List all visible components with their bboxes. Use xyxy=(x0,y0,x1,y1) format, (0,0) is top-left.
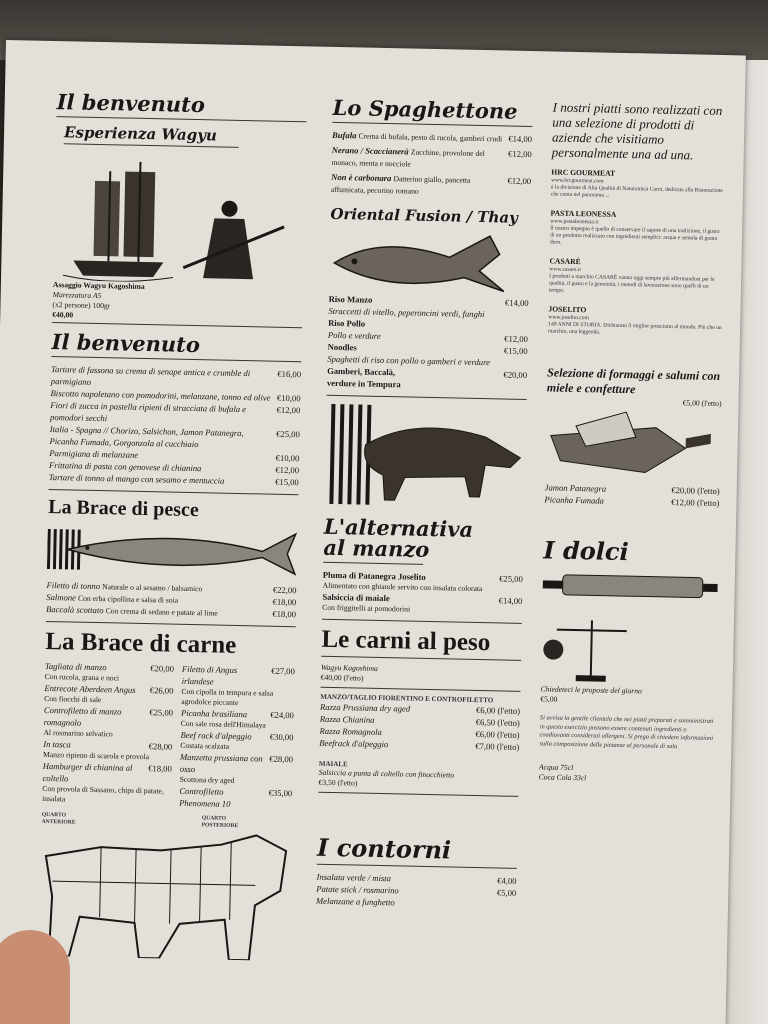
list-item: Patate stick / rosmarino €5,00 xyxy=(316,883,517,898)
list-item: Gamberi, Baccalà, €20,00 xyxy=(327,365,528,380)
list-item: Entrecote Aberdeen Angus €26,00 Con fiocchi di sale xyxy=(44,682,174,705)
suppliers-list xyxy=(548,167,726,339)
contorni-title: I contorni xyxy=(316,832,452,865)
list-item: Parmigiana di melanzane €10,00 xyxy=(49,447,300,464)
list-item: Pollo e verdure €12,00 xyxy=(327,329,528,344)
dolci-price: €5,00 xyxy=(540,694,558,704)
list-item: Biscotto napoletano con pomodorini, melanzane, tonno ed olive €10,00 xyxy=(50,388,301,404)
list-item: Straccetti di vitello, peperoncini verdi, funghi xyxy=(328,305,485,320)
list-item: Razza Prussiana dry aged €6,00 (l'etto) xyxy=(320,701,521,716)
wagyu-item-desc2: (x2 persone) 100gr xyxy=(52,300,111,311)
list-item: Hamburger di chianina al coltello €18,00 Con provola di Sassano, chips di patate, insalata xyxy=(42,760,172,804)
list-item: Frittatina di pasta con genovese di chianina €12,00 xyxy=(49,459,300,476)
list-item: Controfiletto Phenomena 10 €35,00 xyxy=(179,785,293,809)
list-item: Italia - Spagna // Chorizo, Salsichon, Jamon Patanegra, €25,00 xyxy=(49,424,300,440)
weight-title: Le carni al peso xyxy=(321,625,491,657)
alternativa-title-1: L'alternativa xyxy=(323,513,474,542)
list-item: Picanha brasiliana €24,00 Con sale rosa dell'Himalaya xyxy=(180,707,295,730)
list-item: Non è carbonara Datterino giallo, pancetta affumicata, pecorino romano €12,00 xyxy=(330,171,532,196)
cow-cuts-illustration xyxy=(39,826,292,961)
salumi-list xyxy=(544,481,719,509)
rolling-pin-and-scale-illustration xyxy=(541,564,718,688)
wagyu-item-desc1: Marezzatura A5 xyxy=(52,290,102,301)
contorni-list xyxy=(316,871,517,911)
list-item: Beef rack d'alpeggio €30,00 Costata scalzata xyxy=(180,729,294,751)
list-item: verdure in Tempura xyxy=(326,377,401,390)
list-item: JOSELITO www.joselito.com 149 ANNI DI STORIA. Dichiarato il miglior prosciutto al mondo. Più che un marchio, una leggenda. xyxy=(547,304,722,336)
list-item: Manzetta prussiana con osso €28,00 Scottona dry aged xyxy=(179,751,294,785)
wagyu-item-price: €40,00 xyxy=(52,310,74,320)
list-item: CASARÈ www.casare.it I prodotti a marchio CASARÈ vanno oggi sempre più affermandosi per le qualità, il gusto e la genuinità, i metodi di lavorazione sono quelli di un tempo. xyxy=(548,256,715,294)
quarter-front-label: QUARTO ANTERIORE xyxy=(41,811,76,826)
boar-illustration xyxy=(324,404,526,518)
list-item: Spaghetti di riso con pollo o gamberi e verdure xyxy=(327,353,491,368)
drinks-list xyxy=(539,762,714,786)
alternativa-title-2: al manzo xyxy=(323,534,430,562)
wagyu-title: Esperienza Wagyu xyxy=(63,123,218,145)
list-item: Jamon Patanegra €20,00 (l'etto) xyxy=(544,482,720,497)
list-item: Melanzane a funghetto xyxy=(315,895,395,908)
oriental-list xyxy=(327,293,529,393)
spaghettone-title: Lo Spaghettone xyxy=(332,94,518,124)
list-item: Controfiletto di manzo romagnolo €25,00 Al rosmarino selvatico xyxy=(43,704,174,739)
list-item: HRC GOURMEAT www.hrcgourmeat.com è la divisione di Alta Qualità di Naturamica Carni, dedicata alla Ristorazione che conta nel panorama ... xyxy=(550,167,723,199)
list-item: Bufala Crema di bufala, pesto di rucola, gamberi crudi €14,00 xyxy=(331,129,533,145)
list-item: Tartare di tonno al mango con sesamo e mentuccia €15,00 xyxy=(48,471,299,488)
spaghettone-list xyxy=(331,129,532,199)
list-item: In tasca €28,00 Manzo ripieno di scarola e provola xyxy=(42,738,173,762)
column-left xyxy=(39,89,307,961)
list-item: Riso Manzo €14,00 xyxy=(328,293,529,309)
meat-left-list xyxy=(42,660,174,809)
allergen-note: Si avvisa la gentile clientela che nei piatti preparati e somministrati in questo esercizio possono essere contenuti ingredienti o coadiuvanti considerati allergeni. Si prega di chiedere informazioni sulla composizione delle pietanze al personale di sala xyxy=(539,714,714,750)
alternativa-list xyxy=(322,569,523,617)
manzo-label: MANZO/TAGLIO FIORENTINO E CONTROFILETTO xyxy=(320,692,494,705)
list-item: Tagliata di manzo €20,00 Con rucola, grana e noci xyxy=(44,660,175,683)
list-item: Noodles €15,00 xyxy=(327,341,528,356)
fish-illustration xyxy=(47,519,298,584)
list-item: Baccalà scottato Con crema di sedano e patate al lime €18,00 xyxy=(45,603,297,620)
koi-fish-illustration xyxy=(329,223,510,297)
cheese-price: €5,00 (l'etto) xyxy=(682,398,722,409)
oriental-title: Oriental Fusion / Thay xyxy=(330,204,519,227)
column-middle xyxy=(316,95,533,911)
meat-right-list xyxy=(179,663,295,811)
dolci-title: I dolci xyxy=(543,535,629,567)
list-item: Razza Chianina €6,50 (l'etto) xyxy=(319,713,520,728)
list-item: Beefrack d'alpeggio €7,00 (l'etto) xyxy=(319,737,520,752)
list-item: Tartare di fassona su crema di senape antica e crumble di parmigiano €16,00 xyxy=(50,364,302,387)
starters-list xyxy=(49,363,301,488)
column-right xyxy=(539,99,728,786)
wagyu-weight-name: Wagyu Kagoshima xyxy=(320,662,378,673)
list-item: Riso Pollo xyxy=(328,317,366,329)
cheese-title: Selezione di formaggi e salumi con miele e confetture xyxy=(546,365,721,397)
hand-holding-menu xyxy=(0,930,70,1024)
list-item: Pluma di Patanegra Joselito €25,00 Alimentato con ghiande servito con insalata colorata xyxy=(322,569,523,594)
wagyu-item-name: Assaggio Wagyu Kagoshima xyxy=(52,280,145,291)
list-item: Razza Romagnola €6,00 (l'etto) xyxy=(319,725,520,740)
list-item: Filetto di tonno Naturale o al sesamo / balsamico €22,00 xyxy=(46,579,297,596)
welcome-title: Il benvenuto xyxy=(56,89,206,118)
list-item: Insalata verde / mista €4,00 xyxy=(316,871,517,886)
quarter-back-label: QUARTO POSTERIORE xyxy=(201,815,239,830)
dolci-text: Chiedeteci le proposte del giorno xyxy=(540,684,642,696)
fish-list xyxy=(46,579,297,620)
meat-title: La Brace di carne xyxy=(45,627,237,659)
maiale-name: Salsiccia a punta di coltello con finocchietto xyxy=(318,767,455,780)
list-item: Coca Cola 33cl xyxy=(538,772,587,783)
list-item: Salmone Con erba cipollina e salsa di soia €18,00 xyxy=(46,591,297,608)
list-item: Acqua 75cl xyxy=(538,762,574,773)
cheese-board-illustration xyxy=(545,405,716,479)
list-item: Filetto di Angus irlandese €27,00 Con cipolla in tempura e salsa agrodolce piccante xyxy=(181,663,295,708)
wagyu-weight-price: €40,00 (l'etto) xyxy=(320,672,364,683)
manzo-list xyxy=(319,701,520,753)
intro-text: I nostri piatti sono realizzati con una selezione di prodotti di aziende che visitiamo personalmente una ad una. xyxy=(551,99,723,163)
list-item: Picanha Fumada, Gorgonzola al cucchiaio xyxy=(49,436,199,450)
list-item: Nerano / Scaccianerà Zucchine, provolone del monaco, menta e nocciole €12,00 xyxy=(331,144,532,169)
fish-title: La Brace di pesce xyxy=(47,495,199,522)
meat-grid xyxy=(42,660,295,811)
list-item: Fiori di zucca in pastella ripieni di stracciata di bufala e pomodori secchi €12,00 xyxy=(50,400,301,424)
maiale-label: MAIALE xyxy=(318,759,348,769)
list-item: Picanha Fumada €12,00 (l'etto) xyxy=(544,494,720,509)
menu-sheet xyxy=(0,40,746,1024)
list-item: PASTA LEONESSA www.pastaleonessa.it Il nostro impegno è quello di conservare il sapore di una tradizione, il gusto di un prodotto realizzato con ingredienti semplici: acqua e semola di grano duro. xyxy=(549,208,720,246)
welcome2-title: Il benvenuto xyxy=(51,329,201,358)
list-item: Salsiccia di maiale €14,00 Con friggitelli ai pomodorini xyxy=(322,591,523,614)
maiale-price: €3,50 (l'etto) xyxy=(318,777,358,788)
ship-and-samurai-illustration xyxy=(53,150,296,285)
